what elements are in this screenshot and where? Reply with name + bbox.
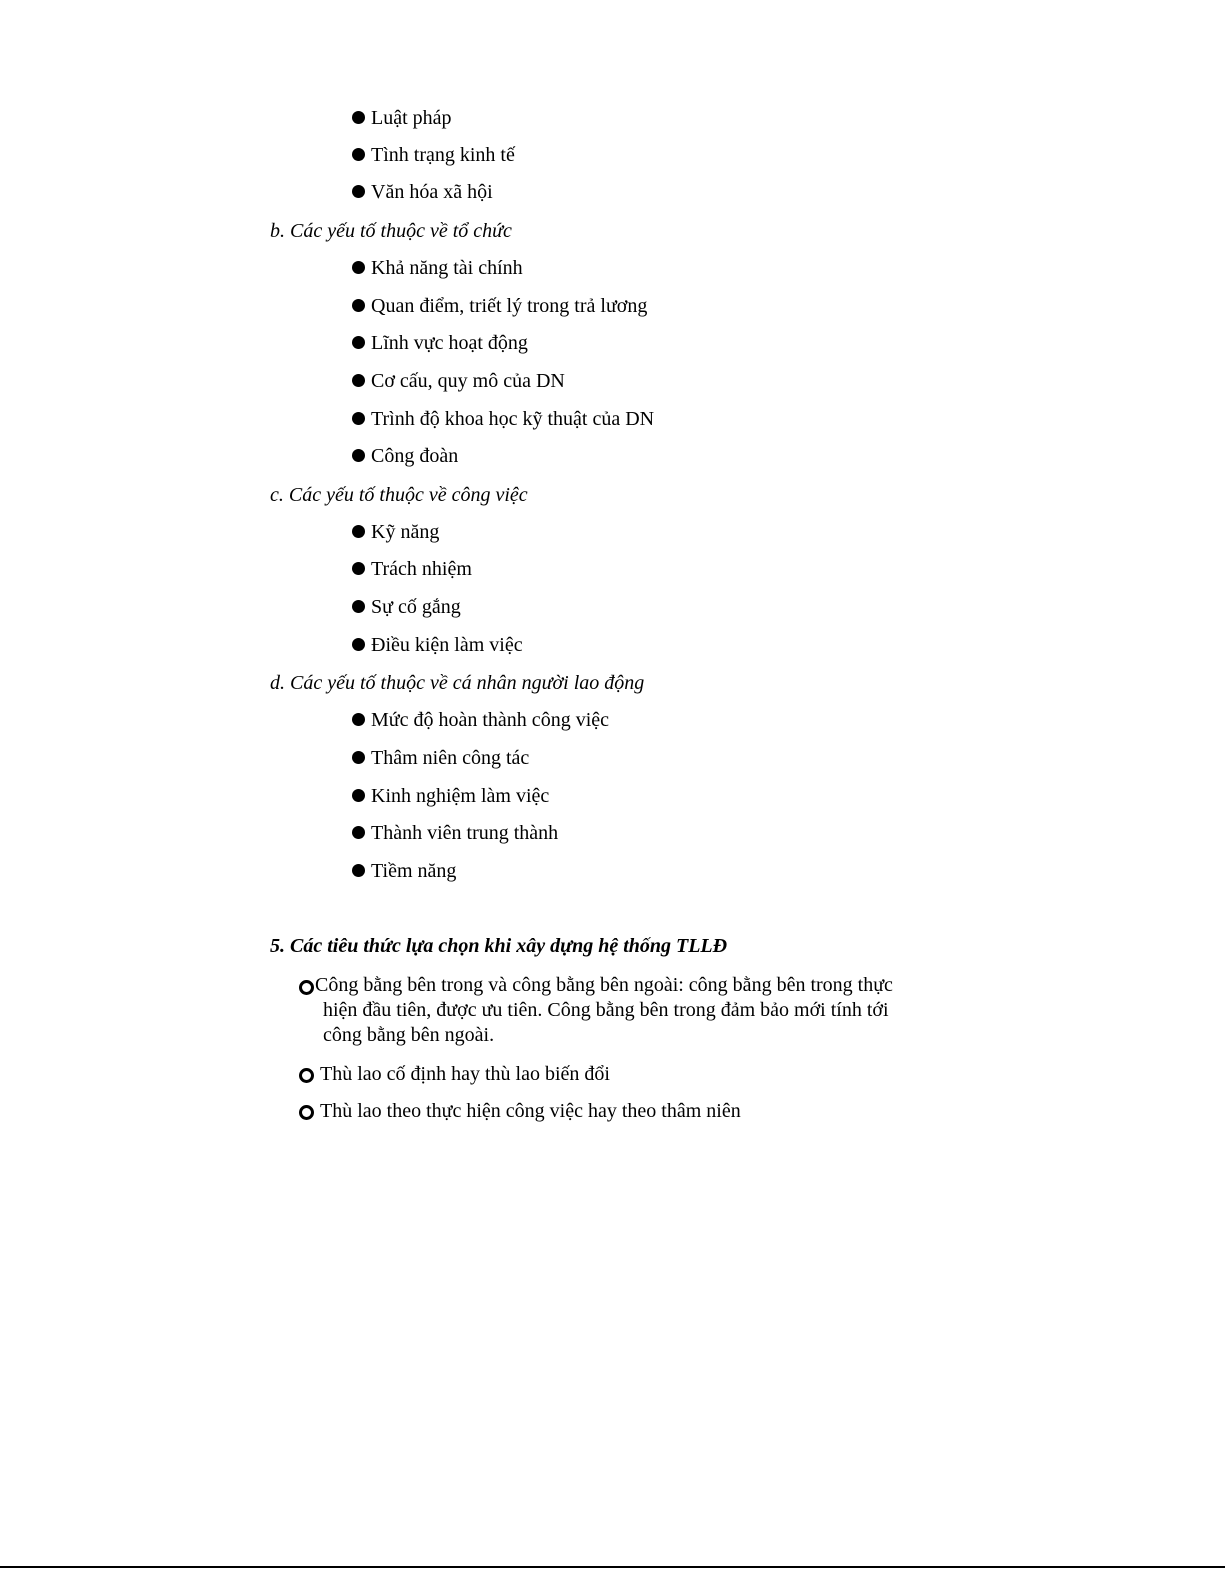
bullet-icon [352,525,365,538]
bullet-icon [352,412,365,425]
bullet-icon [352,562,365,575]
circle-bullet-icon [299,1068,314,1083]
criteria-line: Công bằng bên trong và công bằng bên ngoài: công bằng bên trong thực [315,974,893,996]
list-item: Kỹ năng [352,520,439,544]
list-item: Cơ cấu, quy mô của DN [352,369,565,393]
subheading-b: b. Các yếu tố thuộc về tổ chức [270,220,512,242]
bullet-icon [352,864,365,877]
bullet-icon [352,185,365,198]
bullet-icon [352,789,365,802]
list-item: Trình độ khoa học kỹ thuật của DN [352,407,654,431]
list-item: Điều kiện làm việc [352,633,523,657]
criteria-line: hiện đầu tiên, được ưu tiên. Công bằng bên trong đảm bảo mới tính tới [323,999,889,1021]
list-item: Lĩnh vực hoạt động [352,331,528,355]
list-item: Tiềm năng [352,859,456,883]
subheading-c: c. Các yếu tố thuộc về công việc [270,484,528,506]
list-item: Công đoàn [352,444,458,468]
list-item: Sự cố gắng [352,595,461,619]
bullet-icon [352,600,365,613]
bullet-icon [352,261,365,274]
bullet-icon [352,826,365,839]
bullet-icon [352,336,365,349]
list-item: Văn hóa xã hội [352,180,493,204]
bullet-icon [352,713,365,726]
list-item: Trách nhiệm [352,557,472,581]
criteria-line: Thù lao cố định hay thù lao biến đổi [320,1063,610,1085]
bullet-icon [352,374,365,387]
list-item: Kinh nghiệm làm việc [352,784,549,808]
bullet-icon [352,148,365,161]
subheading-d: d. Các yếu tố thuộc về cá nhân người lao động [270,672,645,694]
bullet-icon [352,111,365,124]
circle-bullet-icon [299,980,314,995]
list-item: Quan điểm, triết lý trong trả lương [352,294,647,318]
bullet-icon [352,638,365,651]
bullet-icon [352,751,365,764]
criteria-line: Thù lao theo thực hiện công việc hay theo thâm niên [320,1100,741,1122]
criteria-line: công bằng bên ngoài. [323,1024,495,1046]
list-item: Luật pháp [352,106,452,130]
list-item: Mức độ hoàn thành công việc [352,708,609,732]
section-title: 5. Các tiêu thức lựa chọn khi xây dựng hệ thống TLLĐ [270,935,728,957]
list-item: Khả năng tài chính [352,256,523,280]
list-item: Thành viên trung thành [352,821,558,845]
list-item: Thâm niên công tác [352,746,529,770]
bullet-icon [352,299,365,312]
list-item: Tình trạng kinh tế [352,143,515,167]
circle-bullet-icon [299,1105,314,1120]
bullet-icon [352,449,365,462]
page-border [0,1566,1225,1568]
